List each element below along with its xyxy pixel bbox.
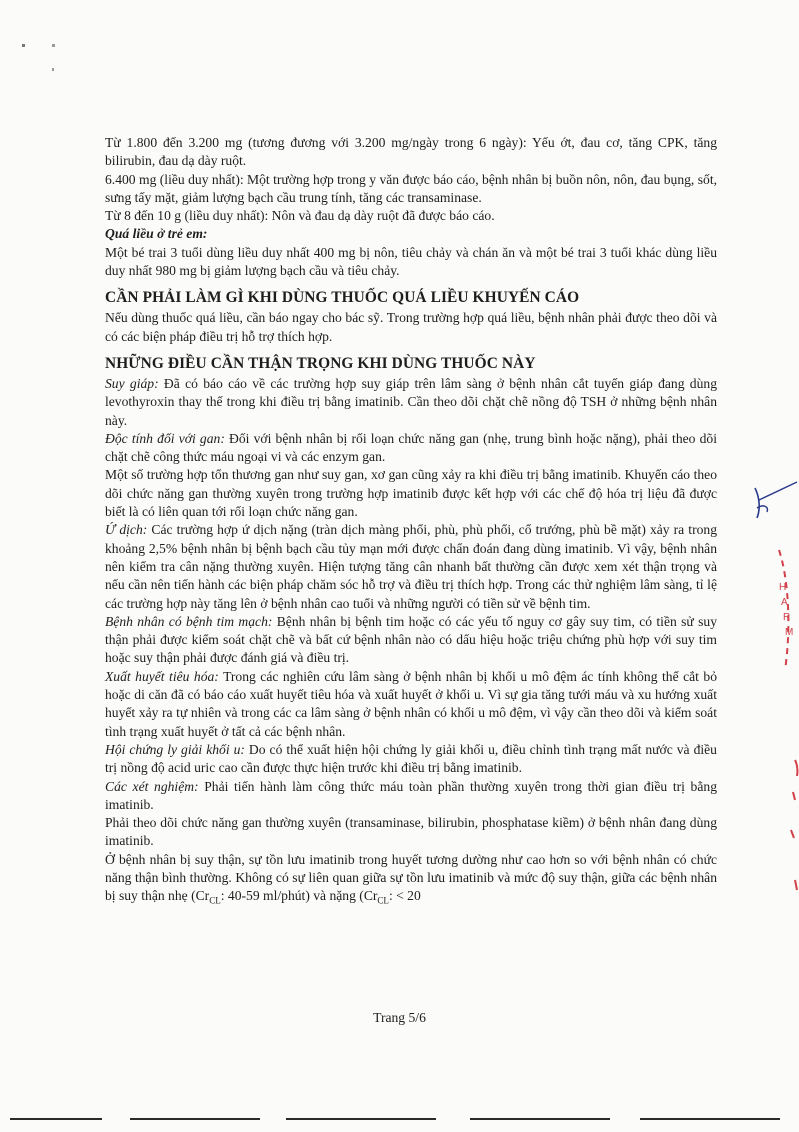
stamp-fragment (719, 460, 799, 780)
scan-line (640, 1118, 780, 1120)
precaution-label: Hội chứng ly giải khối u: (105, 741, 245, 757)
child-overdose-heading: Quá liều ở trẻ em: (105, 226, 208, 242)
scan-line (286, 1118, 436, 1120)
scan-mark (52, 44, 55, 47)
precaution-text: Do có thể xuất hiện hội chứng ly giải khối u, điều chỉnh tình trạng mất nước và điều trị nồng độ acid uric cao cần được thực hiện trước khi điều trị bằng imatinib. (105, 741, 717, 776)
precaution-paragraph (105, 430, 717, 467)
section-title-overdose: CẦN PHẢI LÀM GÌ KHI DÙNG THUỐC QUÁ LIỀU KHUYẾN CÁO (105, 289, 580, 307)
renal-paragraph: Ở bệnh nhân bị suy thận, sự tồn lưu imatinib trong huyết tương dường như cao hơn so với bệnh nhân có chức năng thận bình thường. Không có sự liên quan giữa sự tồn lưu imatinib và mức độ suy thận, giữa các bệnh nhân bị suy thận nhẹ ($Cr_{CL}$: 40-59 ml/phút) và nặng ($Cr_{CL}$: < 20 (105, 851, 717, 906)
section-text-overdose: Nếu dùng thuốc quá liều, cần báo ngay cho bác sỹ. Trong trường hợp quá liều, bệnh nhân phải được theo dõi và có các biện pháp điều trị hỗ trợ thích hợp. (105, 310, 717, 344)
precaution-text: Phải theo dõi chức năng gan thường xuyên (transaminase, bilirubin, phosphatase kiềm) ở bệnh nhân đang dùng imatinib. (105, 815, 717, 849)
precaution-paragraph (105, 521, 717, 612)
scan-mark (22, 44, 25, 47)
precaution-paragraph (105, 668, 717, 741)
precaution-paragraph (105, 778, 717, 815)
precaution-text: Một số trường hợp tổn thương gan như suy gan, xơ gan cũng xảy ra khi điều trị bằng imatinib. Khuyến cáo theo dõi chức năng gan thường xuyên trong trường hợp imatinib được kết hợp với các chế độ hóa trị liệu đã được biết là có liên quan tới rối loạn chức năng gan. (105, 467, 717, 520)
scan-line (10, 1118, 102, 1120)
precaution-label: Độc tính đối với gan: (105, 430, 225, 446)
dose-line: Từ 8 đến 10 g (liều duy nhất): Nôn và đau dạ dày ruột đã được báo cáo. (105, 208, 495, 224)
precaution-label: Ứ dịch: (105, 522, 148, 538)
section-title-precautions: NHỮNG ĐIỀU CẦN THẬN TRỌNG KHI DÙNG THUỐC NÀY (105, 354, 536, 372)
scan-mark (52, 68, 54, 71)
dose-line: 6.400 mg (liều duy nhất): Một trường hợp trong y văn được báo cáo, bệnh nhân bị buồn nôn, nôn, đau bụng, sốt, sưng tấy mặt, giảm lượng bạch cầu trung tính, tăng các transaminase. (105, 171, 717, 205)
stamp-fragment-lower (779, 790, 799, 910)
precaution-text: Đối với bệnh nhân bị rối loạn chức năng gan (nhẹ, trung bình hoặc nặng), phải theo dõi chặt chẽ công thức máu ngoại vi và các enzym gan. (105, 430, 717, 465)
precaution-text: Các trường hợp ứ dịch nặng (tràn dịch màng phổi, phù, phù phổi, cổ trướng, phù bề mặt) xảy ra trong khoảng 2,5% bệnh nhân bị bệnh bạch cầu tủy mạn mới được chẩn đoán đang dùng imatinib. Vì vậy, bệnh nhân nên kiểm tra cân nặng thường xuyên. Hiện tượng tăng cân nhanh bất thường cần được xem xét thận trọng và nếu cần nên tiến hành các biện pháp chăm sóc hỗ trợ và điều trị thích hợp. Trong các thử nghiệm lâm sàng, tỉ lệ các trường hợp này tăng lên ở bệnh nhân cao tuổi và những người có tiền sử về bệnh tim. (105, 522, 717, 611)
precaution-label: Xuất huyết tiêu hóa: (105, 668, 219, 684)
precaution-paragraph (105, 613, 717, 668)
page-number: Trang 5/6 (373, 1010, 426, 1025)
precaution-label: Suy giáp: (105, 375, 159, 391)
precaution-text: Phải tiến hành làm công thức máu toàn phần thường xuyên trong thời gian điều trị bằng imatinib. (105, 778, 717, 812)
precaution-paragraph (105, 741, 717, 778)
svg-text:H: H (779, 582, 787, 593)
precaution-paragraph (105, 466, 717, 521)
precaution-text: Bệnh nhân bị bệnh tim hoặc có các yếu tố nguy cơ gây suy tim, có tiền sử suy thận phải được kiểm soát chặt chẽ và bất cứ bệnh nhân nào có dấu hiệu hoặc triệu chứng phù hợp với suy tim hoặc suy thận phải được đánh giá và điều trị. (105, 613, 717, 666)
precaution-text: Trong các nghiên cứu lâm sàng ở bệnh nhân bị khối u mô đệm ác tính không thể cắt bỏ hoặc di căn đã có báo cáo xuất huyết tiêu hóa và xuất huyết ở khối u. Vì sự gia tăng tưới máu và xu hướng xuất huyết xảy ra tự nhiên và trong các ca lâm sàng ở bệnh nhân có khối u mô đệm, vì vậy cần theo dõi và kiểm soát tình trạng xuất huyết ở tất cả các bệnh nhân. (105, 668, 717, 739)
precaution-label: Bệnh nhân có bệnh tim mạch: (105, 613, 273, 629)
scan-line (470, 1118, 610, 1120)
precaution-paragraph (105, 814, 717, 851)
precaution-paragraph (105, 375, 717, 430)
precaution-text: Đã có báo cáo về các trường hợp suy giáp trên lâm sàng ở bệnh nhân cắt tuyến giáp đang dùng levothyroxin thay thế trong khi điều trị bằng imatinib. Cần theo dõi chặt chẽ nồng độ TSH ở những bệnh nhân này. (105, 375, 717, 428)
scan-line (130, 1118, 260, 1120)
svg-text:R: R (783, 612, 791, 623)
precaution-label: Các xét nghiệm: (105, 778, 199, 794)
document-body (105, 134, 717, 910)
dose-line: Từ 1.800 đến 3.200 mg (tương đương với 3.200 mg/ngày trong 6 ngày): Yếu ớt, đau cơ, tăng CPK, tăng bilirubin, đau dạ dày ruột. (105, 135, 717, 169)
svg-text:A: A (781, 597, 788, 608)
svg-text:M: M (785, 627, 794, 638)
child-overdose-text: Một bé trai 3 tuổi dùng liều duy nhất 400 mg bị nôn, tiêu chảy và chán ăn và một bé trai 3 tuổi khác dùng liều duy nhất 980 mg bị giảm lượng bạch cầu và tiêu chảy. (105, 244, 717, 279)
